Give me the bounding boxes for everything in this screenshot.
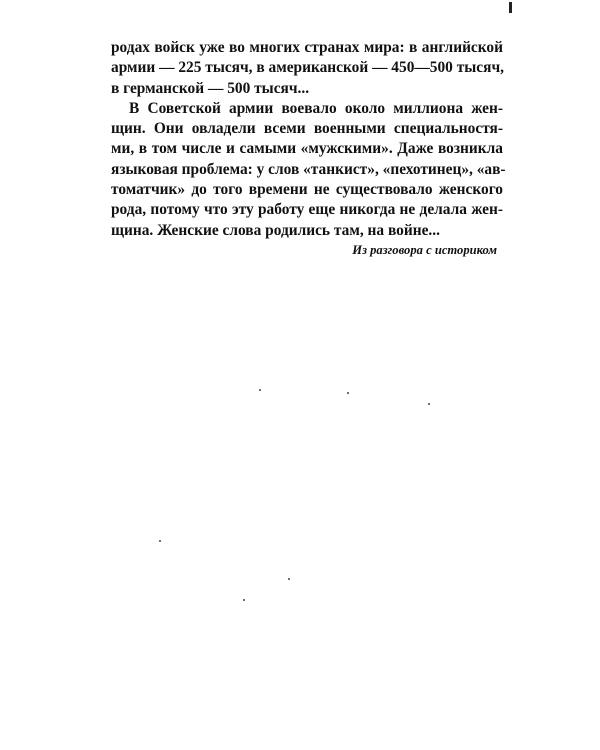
text-line: В Советской армии воевало около миллиона жен- [129,99,503,117]
scan-speck [159,540,161,542]
scan-speck [288,578,290,580]
scan-speck [243,599,245,601]
attribution: Из разговора с историком [352,242,497,257]
scan-speck [428,403,430,405]
text-line: родах войск уже во многих странах мира: в английской [111,39,503,56]
text-line: армии — 225 тысяч, в американской — 450—500 тысяч, [111,59,504,77]
text-line: томатчик» до того времени не существовало женского [111,181,503,199]
paragraph-2 [111,99,506,241]
text-line: ми, в том числе и самыми «мужскими». Даже возникла [111,140,503,158]
text-line: щина. Женские слова родились там, на войне... [111,221,440,239]
page-edge-mark [509,2,512,13]
text-line: щин. Они овладели всеми военными специальностя- [111,120,503,138]
scan-speck [259,389,261,391]
text-line: языковая проблема: у слов «танкист», «пехотинец», «ав- [111,160,506,178]
text-line: рода, потому что эту работу еще никогда не делала жен- [111,201,503,219]
text-line: в германской — 500 тысяч... [111,79,310,97]
paragraph-1 [111,38,503,99]
scan-speck [347,392,349,394]
excerpt-text [111,38,506,258]
